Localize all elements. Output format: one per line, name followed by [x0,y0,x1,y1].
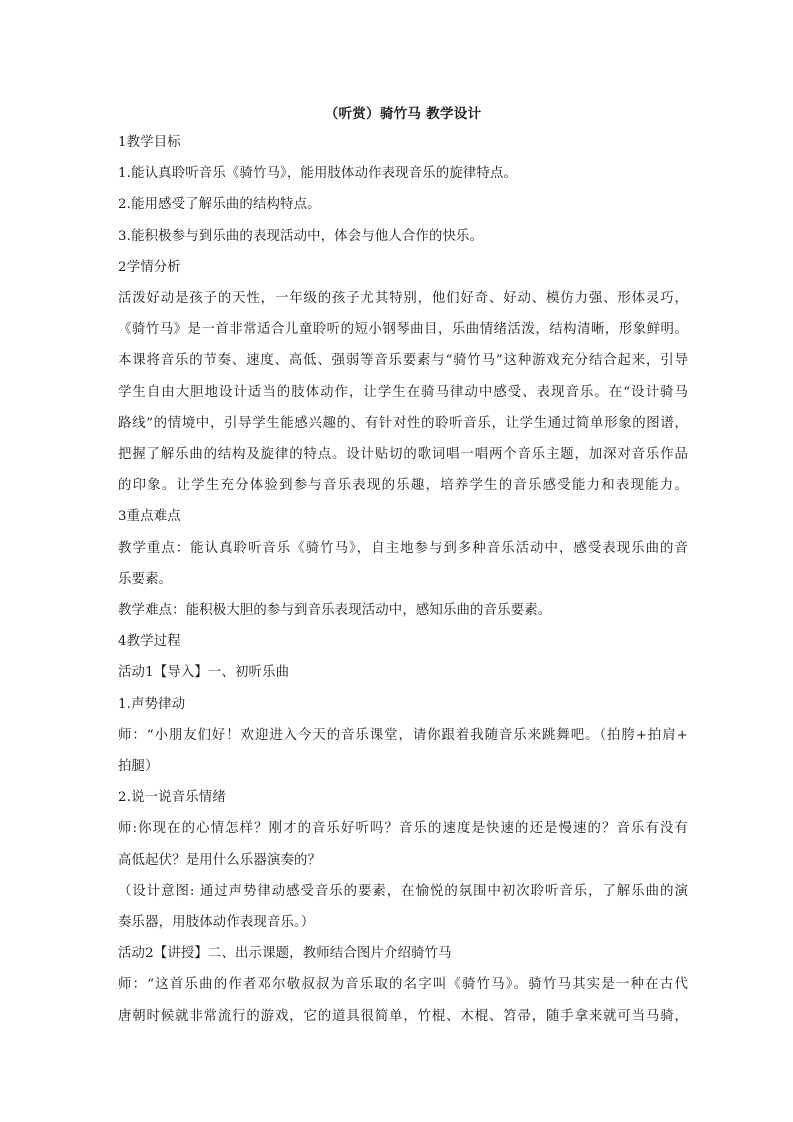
document-title: （听赏）骑竹马 教学设计 [324,106,482,122]
text-line: 唐朝时候就非常流行的游戏，它的道具很简单，竹棍、木棍、笤帚，随手拿来就可当马骑， [118,1008,688,1024]
document-body [118,101,688,1032]
text-line: 拍腿） [118,759,159,775]
text-line: 2.说一说音乐情绪 [118,790,226,806]
text-line: 1教学目标 [118,135,181,150]
text-line: 《骑竹马》是一首非常适合儿童聆听的短小钢琴曲目，乐曲情绪活泼，结构清晰，形象鲜明。 [118,322,688,338]
text-line: 师：“这首乐曲的作者邓尔敬叔叔为音乐取的名字叫《骑竹马》。骑竹马其实是一种在古代 [118,977,688,993]
text-line: 奏乐器，用肢体动作表现音乐。） [118,915,315,931]
text-line: 3.能积极参与到乐曲的表现活动中，体会与他人合作的快乐。 [118,228,484,244]
text-line: 4教学过程 [118,634,181,650]
text-line: 高低起伏？是用什么乐器演奏的？ [118,852,322,868]
text-line: 教学难点：能积极大胆的参与到音乐表现活动中，感知乐曲的音乐要素。 [118,603,552,619]
text-line: 1.声势律动 [118,696,186,712]
text-line: 路线”的情境中，引导学生能感兴趣的、有针对性的聆听音乐，让学生通过简单形象的图谱， [118,415,688,431]
text-line: 3重点难点 [118,509,181,525]
text-line: 本课将音乐的节奏、速度、高低、强弱等音乐要素与“骑竹马”这种游戏充分结合起来，引导 [118,353,688,369]
text-line: 活动2【讲授】二、出示课题，教师结合图片介绍骑竹马 [118,946,452,962]
text-line: 把握了解乐曲的结构及旋律的特点。设计贴切的歌词唱一唱两个音乐主题，加深对音乐作品 [118,447,688,463]
text-line: 师：“小朋友们好！欢迎进入今天的音乐课堂，请你跟着我随音乐来跳舞吧。（拍胯+拍肩+ [118,727,688,743]
text-line: 的印象。让学生充分体验到参与音乐表现的乐趣，培养学生的音乐感受能力和表现能力。 [118,478,688,494]
text-line: 2.能用感受了解乐曲的结构特点。 [118,197,321,213]
text-line: 2学情分析 [118,259,181,275]
text-line: 1.能认真聆听音乐《骑竹马》，能用肢体动作表现音乐的旋律特点。 [118,166,518,182]
text-line: 师:你现在的心情怎样？刚才的音乐好听吗？音乐的速度是快速的还是慢速的？音乐有没有 [118,821,688,837]
text-line: 乐要素。 [118,571,173,587]
text-line: 活动1【导入】一、初听乐曲 [118,665,290,681]
text-line: （设计意图: 通过声势律动感受音乐的要素，在愉悦的氛围中初次聆听音乐，了解乐曲的演 [118,883,688,899]
text-line: 活泼好动是孩子的天性，一年级的孩子尤其特别，他们好奇、好动、模仿力强、形体灵巧， [118,291,688,307]
text-line: 学生自由大胆地设计适当的肢体动作，让学生在骑马律动中感受、表现音乐。在“设计骑马 [118,384,688,400]
text-line: 教学重点：能认真聆听音乐《骑竹马》，自主地参与到多种音乐活动中，感受表现乐曲的音 [118,540,688,556]
